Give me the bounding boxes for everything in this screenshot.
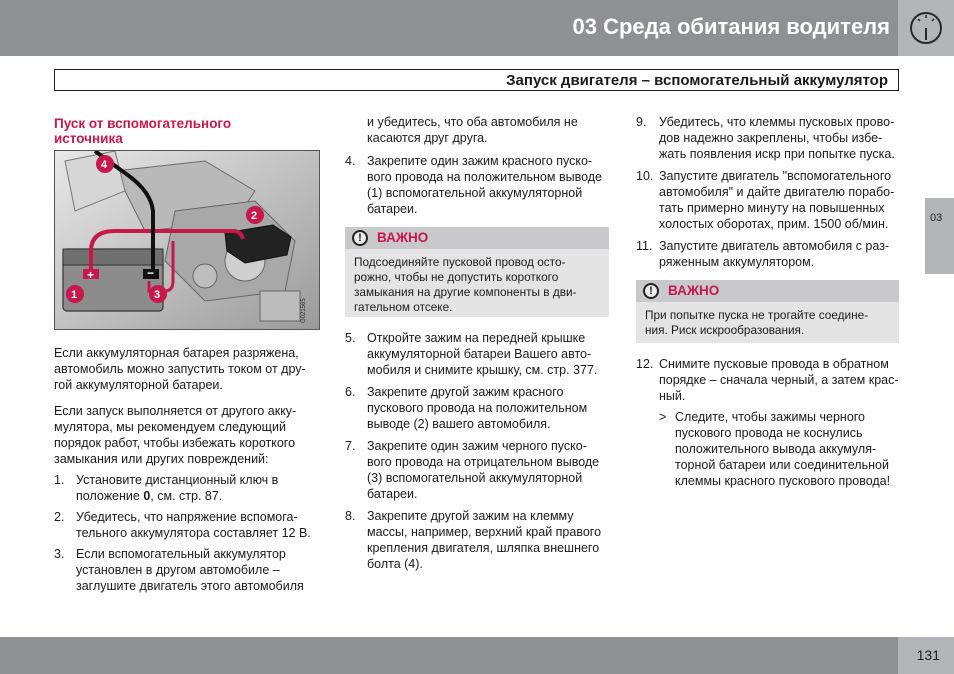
item-line: крепления двигателя, шляпка внешнего xyxy=(367,541,600,555)
warning-text: Подсоединяйте пусковой провод осто- рожно, чтобы не допустить короткого замыкания на другие компоненты в дви- гательном отсеке. xyxy=(354,255,577,314)
para2-line: мулятора, мы рекомендуем следующий xyxy=(54,420,286,434)
callout-1: 1 xyxy=(71,289,78,301)
battery-figure xyxy=(54,150,320,330)
column-2 xyxy=(345,114,611,217)
chapter-side-tab xyxy=(925,198,954,274)
item-number: 8. xyxy=(345,509,356,523)
item-number: 12. xyxy=(636,357,654,371)
item-line: Установите дистанционный ключ в xyxy=(76,473,279,487)
list-item-10 xyxy=(636,168,902,232)
list-item-5 xyxy=(345,330,611,378)
warning-label: ВАЖНО xyxy=(668,283,720,298)
warning-text: При попытке пуска не трогайте соедине- ния. Риск искрообразования. xyxy=(645,308,869,337)
item-line: торной батареи или соединительной xyxy=(675,458,889,472)
plus-sign: + xyxy=(87,268,95,282)
item-line: тельного аккумулятора составляет 12 В. xyxy=(76,526,311,540)
item-number: 2. xyxy=(54,510,65,524)
item-number: 3. xyxy=(54,547,65,561)
item-number: 10. xyxy=(636,169,654,183)
warning-box-1 xyxy=(345,227,609,317)
list-item-2 xyxy=(54,509,324,541)
item-line: ряженным аккумулятором. xyxy=(659,255,815,269)
callout-3: 3 xyxy=(154,289,161,301)
para2-line: замыкания или других повреждений: xyxy=(54,452,269,466)
side-tab-label: 03 xyxy=(930,212,943,224)
item-number: 11. xyxy=(636,239,653,253)
para1-line: гой аккумуляторной батареи. xyxy=(54,378,223,392)
item-line: и убедитесь, что оба автомобиля не xyxy=(367,115,578,129)
para2-line: Если запуск выполняется от другого акку- xyxy=(54,404,297,418)
item-line: касаются друг друга. xyxy=(367,131,488,145)
list-item-4 xyxy=(345,153,611,217)
page-number: 131 xyxy=(916,647,940,663)
list-item-12 xyxy=(636,356,902,404)
item-line: аккумуляторной батареи Вашего авто- xyxy=(367,347,592,361)
item-line: массы, например, верхний край правого xyxy=(367,525,602,539)
chapter-title: 03 Среда обитания водителя xyxy=(572,14,890,39)
top-bar xyxy=(0,0,954,56)
para1-line: Если аккумуляторная батарея разряжена, xyxy=(54,346,299,360)
item-line: Следите, чтобы зажимы черного xyxy=(675,410,866,424)
para2-line: порядок работ, чтобы избежать короткого xyxy=(54,436,296,450)
item-line: батареи. xyxy=(367,487,418,501)
item-line: (3) вспомогательной аккумуляторной xyxy=(367,471,583,485)
figure-code: G021565 xyxy=(301,298,307,323)
item-line: Запустите двигатель автомобиля с раз- xyxy=(659,239,890,253)
item-line: батареи. xyxy=(367,202,418,216)
item-line: Откройте зажим на передней крышке xyxy=(367,331,586,345)
item-line: клеммы красного пускового провода! xyxy=(675,474,891,488)
item-line: (1) вспомогательной аккумуляторной xyxy=(367,186,583,200)
warning-header xyxy=(636,280,899,302)
item-line: автомобиля" и дайте двигателю порабо- xyxy=(659,185,895,199)
item-line: положение 0, см. стр. 87. xyxy=(76,489,223,503)
item-line: заглушите двигатель этого автомобиля xyxy=(76,579,304,593)
subheading-line2: источника xyxy=(54,131,123,146)
warning-icon: ! xyxy=(352,230,368,246)
item-line: тать примерно минуту на повышенных xyxy=(659,201,885,215)
item-line: Снимите пусковые провода в обратном xyxy=(659,357,889,371)
item-line: Убедитесь, что напряжение вспомога- xyxy=(76,510,298,524)
warning-label: ВАЖНО xyxy=(377,230,429,245)
column-2-lower xyxy=(345,330,611,572)
item-line: Закрепите один зажим красного пуско- xyxy=(367,154,593,168)
warning-icon: ! xyxy=(643,283,659,299)
gauge-tab xyxy=(898,0,954,56)
column-1 xyxy=(54,116,324,146)
callout-2: 2 xyxy=(251,210,258,222)
list-item-1 xyxy=(54,472,324,504)
list-item-7 xyxy=(345,438,611,502)
item-line: положительного вывода аккумуля- xyxy=(675,442,877,456)
callout-4: 4 xyxy=(101,159,108,171)
page-number-tab xyxy=(898,637,954,674)
warning-box-2 xyxy=(636,280,899,343)
item-number: 4. xyxy=(345,154,356,168)
item-line: холостых оборотах, прим. 1500 об/мин. xyxy=(659,217,889,231)
para1-line: автомобиль можно запустить током от дру- xyxy=(54,362,306,376)
item-number: 6. xyxy=(345,385,356,399)
column-1-body xyxy=(54,345,324,594)
list-item-9 xyxy=(636,114,902,162)
item-line: установлен в другом автомобиле – xyxy=(76,563,280,577)
column-3 xyxy=(636,114,902,270)
item-line: болта (4). xyxy=(367,557,423,571)
item-line: Закрепите другой зажим на клемму xyxy=(367,509,574,523)
engine-illustration xyxy=(55,151,320,330)
section-header xyxy=(54,69,899,91)
list-item-11 xyxy=(636,238,902,270)
column-3-lower xyxy=(636,356,902,489)
gauge-icon xyxy=(909,11,943,45)
item-line: вого провода на положительном выводе xyxy=(367,170,602,184)
item-line: Если вспомогательный аккумулятор xyxy=(76,547,286,561)
section-title: Запуск двигателя – вспомогательный аккумулятор xyxy=(506,72,888,89)
item-number: 5. xyxy=(345,331,356,345)
item-line: дов надежно закреплены, чтобы избе- xyxy=(659,131,883,145)
sub-item-marker: > xyxy=(659,410,667,424)
sub-item xyxy=(636,409,902,489)
list-item-3 xyxy=(54,546,324,594)
item-line: Убедитесь, что клеммы пусковых прово- xyxy=(659,115,895,129)
key-position: 0 xyxy=(143,489,151,503)
item-number: 9. xyxy=(636,115,647,129)
bottom-bar xyxy=(0,637,954,674)
item-number: 1. xyxy=(54,473,65,487)
item-line: пускового провода не коснулись xyxy=(675,426,863,440)
warning-header xyxy=(345,227,609,249)
list-item-6 xyxy=(345,384,611,432)
item-line: пускового провода на положительном xyxy=(367,401,588,415)
list-item-8 xyxy=(345,508,611,572)
item-line: выводе (2) вашего автомобиля. xyxy=(367,417,551,431)
item-line: порядке – сначала черный, а затем крас- xyxy=(659,373,899,387)
item-line: Закрепите другой зажим красного xyxy=(367,385,564,399)
subheading-line1: Пуск от вспомогательного xyxy=(54,116,232,131)
item-line: мобиля и снимите крышку, см. стр. 377. xyxy=(367,363,598,377)
item-line: жать появления искр при попытке пуска. xyxy=(659,147,895,161)
item-number: 7. xyxy=(345,439,356,453)
item-line: вого провода на отрицательном выводе xyxy=(367,455,600,469)
item-line: Запустите двигатель "вспомогательного xyxy=(659,169,892,183)
item-line: Закрепите один зажим черного пуско- xyxy=(367,439,587,453)
minus-sign: − xyxy=(147,266,155,280)
item-line: ный. xyxy=(659,389,686,403)
